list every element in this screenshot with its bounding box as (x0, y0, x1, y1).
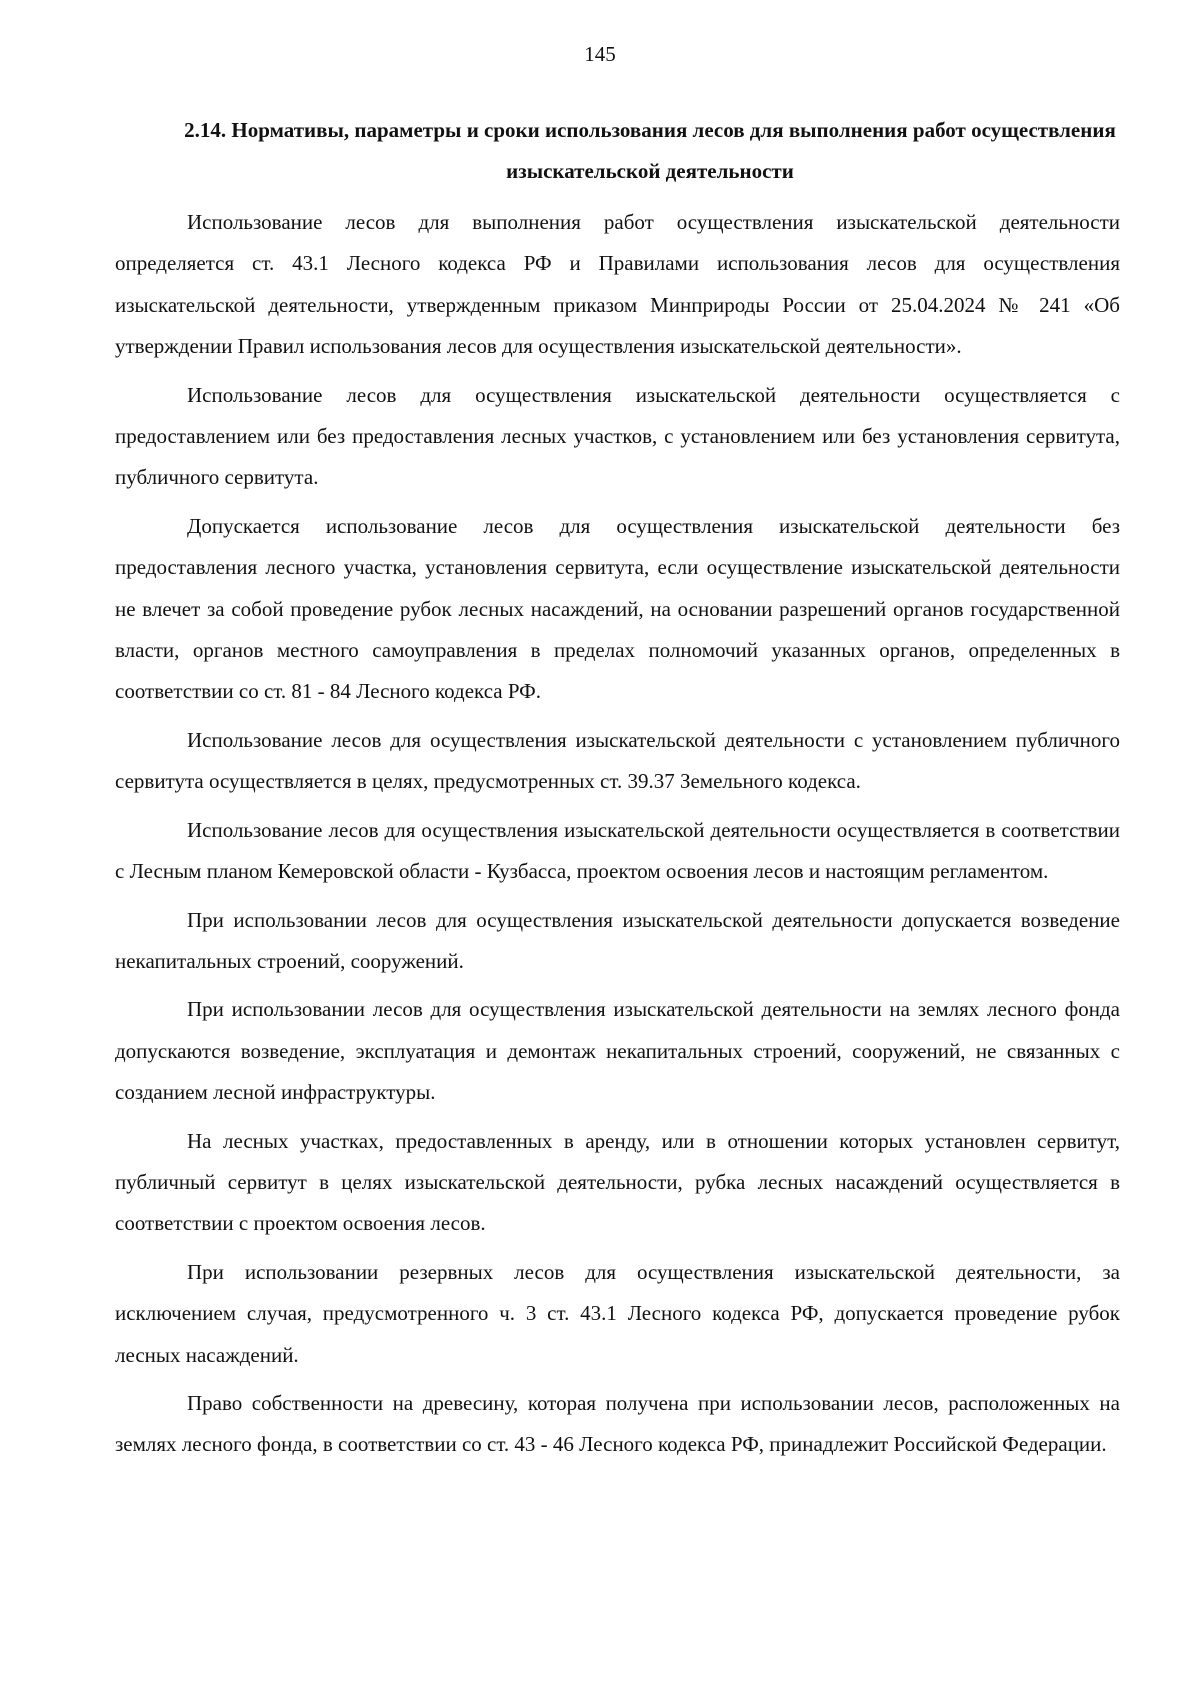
paragraph: Использование лесов для осуществления изыскательской деятельности с установлением публичного сервитута осуществляется в целях, предусмотренных ст. 39.37 Земельного кодекса. (115, 727, 1120, 794)
paragraph: Допускается использование лесов для осуществления изыскательской деятельности без предоставления лесного участка, установления сервитута, если осуществление изыскательской деятельности не влечет за собой проведение рубок лесных насаждений, на основании разрешений органов государственной власти, органов местного самоуправления в пределах полномочий указанных органов, определенных в соответствии со ст. 81 - 84 Лесного кодекса РФ. (115, 513, 1120, 704)
paragraph: Использование лесов для осуществления изыскательской деятельности осуществляется в соответствии с Лесным планом Кемеровской области - Кузбасса, проектом освоения лесов и настоящим регламентом. (115, 817, 1120, 884)
section-heading: 2.14. Нормативы, параметры и сроки использования лесов для выполнения работ осуществления изыскательской деятельности (184, 118, 1116, 183)
paragraph: Право собственности на древесину, которая получена при использовании лесов, расположенных на землях лесного фонда, в соответствии со ст. 43 - 46 Лесного кодекса РФ, принадлежит Российской Федерации. (115, 1390, 1120, 1457)
paragraph: При использовании лесов для осуществления изыскательской деятельности допускается возведение некапитальных строений, сооружений. (115, 907, 1120, 973)
paragraph: На лесных участках, предоставленных в аренду, или в отношении которых установлен сервитут, публичный сервитут в целях изыскательской деятельности, рубка лесных насаждений осуществляется в соответствии с проектом освоения лесов. (115, 1128, 1120, 1236)
paragraph: Использование лесов для осуществления изыскательской деятельности осуществляется с предоставлением или без предоставления лесных участков, с установлением или без установления сервитута, публичного сервитута. (115, 382, 1120, 490)
document-body (115, 202, 1120, 1473)
page-number: 145 (584, 42, 616, 66)
paragraph: Использование лесов для выполнения работ осуществления изыскательской деятельности определяется ст. 43.1 Лесного кодекса РФ и Правилами использования лесов для осуществления изыскательской деятельности, утвержденным приказом Минприроды России от 25.04.2024 № 241 «Об утверждении Правил использования лесов для осуществления изыскательской деятельности». (115, 210, 1120, 359)
paragraph: При использовании резервных лесов для осуществления изыскательской деятельности, за исключением случая, предусмотренного ч. 3 ст. 43.1 Лесного кодекса РФ, допускается проведение рубок лесных насаждений. (115, 1259, 1120, 1367)
paragraph: При использовании лесов для осуществления изыскательской деятельности на землях лесного фонда допускаются возведение, эксплуатация и демонтаж некапитальных строений, сооружений, не связанных с созданием лесной инфраструктуры. (115, 997, 1120, 1105)
